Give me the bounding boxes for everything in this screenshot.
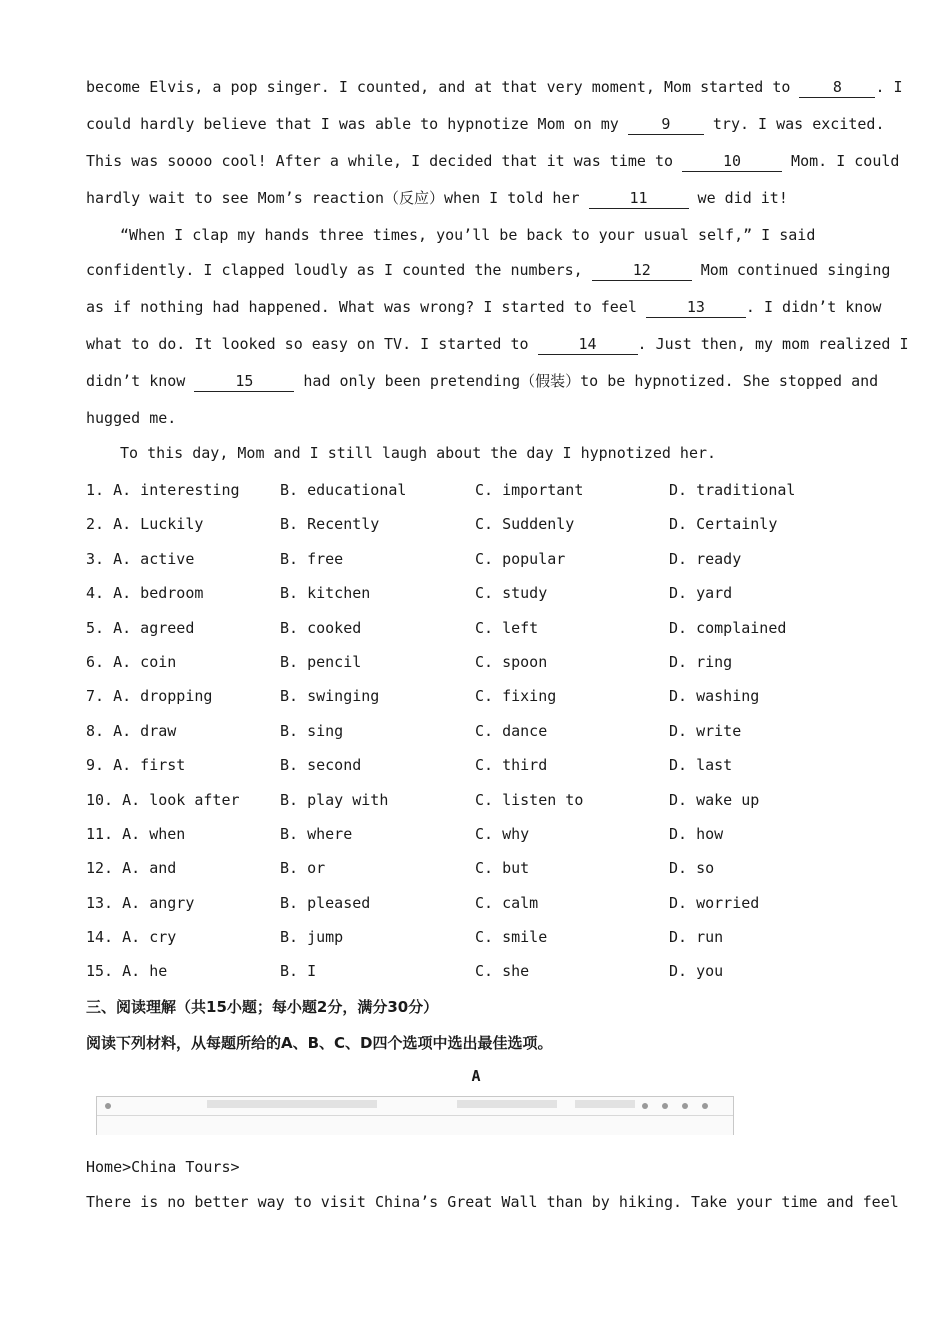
browser-control-icon: [702, 1103, 708, 1109]
passage-line: could hardly believe that I was able to hypnotize Mom on my 9 try. I was excited.: [86, 115, 885, 133]
blank-8: 8: [799, 77, 875, 98]
blank-14: 14: [538, 334, 638, 355]
option-row: 6. A. coin B. pencil C. spoon D. ring: [86, 652, 733, 671]
blank-13: 13: [646, 297, 746, 318]
blank-15: 15: [194, 371, 294, 392]
option-row: 7. A. dropping B. swinging C. fixing D. washing: [86, 687, 760, 706]
passage-line: as if nothing had happened. What was wrong? I started to feel 13 . I didn’t know: [86, 298, 882, 316]
passage-line: hugged me.: [86, 409, 177, 427]
passage-line: what to do. It looked so easy on TV. I started to 14 . Just then, my mom realized I: [86, 335, 909, 353]
browser-tab-bar: [97, 1097, 733, 1116]
web-content: [86, 1152, 899, 1222]
blurred-tab-icon: [207, 1100, 377, 1108]
browser-control-icon: [662, 1103, 668, 1109]
passage-line: confidently. I clapped loudly as I counted the numbers, 12 Mom continued singing: [86, 261, 891, 279]
option-row: 15. A. he B. I C. she D. you: [86, 962, 724, 981]
browser-control-icon: [642, 1103, 648, 1109]
passage-line: This was soooo cool! After a while, I decided that it was time to 10 Mom. I could: [86, 152, 900, 170]
option-row: 13. A. angry B. pleased C. calm D. worried: [86, 893, 760, 912]
blank-9: 9: [628, 114, 704, 135]
option-row: 12. A. and B. or C. but D. so: [86, 859, 715, 878]
option-row: 14. A. cry B. jump C. smile D. run: [86, 928, 724, 947]
document-body: [86, 72, 909, 1091]
blank-10: 10: [682, 151, 782, 172]
browser-control-icon: [682, 1103, 688, 1109]
breadcrumb: Home>China Tours>: [86, 1158, 240, 1176]
option-row: 4. A. bedroom B. kitchen C. study D. yard: [86, 584, 733, 603]
blurred-tab-icon: [457, 1100, 557, 1108]
passage-line: “When I clap my hands three times, you’ll be back to your usual self,” I said: [120, 226, 816, 244]
passage-line: didn’t know 15 had only been pretending（假装）to be hypnotized. She stopped and: [86, 372, 879, 390]
web-paragraph: There is no better way to visit China’s Great Wall than by hiking. Take your time and feel: [86, 1193, 899, 1211]
options-list: [86, 473, 866, 989]
passage-line: hardly wait to see Mom’s reaction（反应）when I told her 11 we did it!: [86, 189, 788, 207]
passage-line: To this day, Mom and I still laugh about the day I hypnotized her.: [120, 444, 717, 462]
option-row: 2. A. Luckily B. Recently C. Suddenly D. Certainly: [86, 515, 778, 534]
passage-line: become Elvis, a pop singer. I counted, and at that very moment, Mom started to 8 . I: [86, 78, 903, 96]
blank-12: 12: [592, 260, 692, 281]
option-row: 5. A. agreed B. cooked C. left D. complained: [86, 618, 787, 637]
browser-dot-icon: [105, 1103, 111, 1109]
section-heading: 三、阅读理解（共15小题；每小题2分，满分30分）: [86, 997, 439, 1016]
passage-label: A: [471, 1066, 481, 1085]
section-instruction: 阅读下列材料，从每题所给的A、B、C、D四个选项中选出最佳选项。: [86, 1033, 553, 1052]
option-row: 3. A. active B. free C. popular D. ready: [86, 549, 742, 568]
browser-screenshot: [96, 1096, 734, 1135]
blurred-tab-icon: [575, 1100, 635, 1108]
option-row: 8. A. draw B. sing C. dance D. write: [86, 721, 742, 740]
blank-11: 11: [589, 188, 689, 209]
option-row: 1. A. interesting B. educational C. important D. traditional: [86, 481, 796, 499]
option-row: 9. A. first B. second C. third D. last: [86, 756, 733, 775]
option-row: 10. A. look after B. play with C. listen to D. wake up: [86, 790, 760, 809]
option-row: 11. A. when B. where C. why D. how: [86, 824, 724, 843]
